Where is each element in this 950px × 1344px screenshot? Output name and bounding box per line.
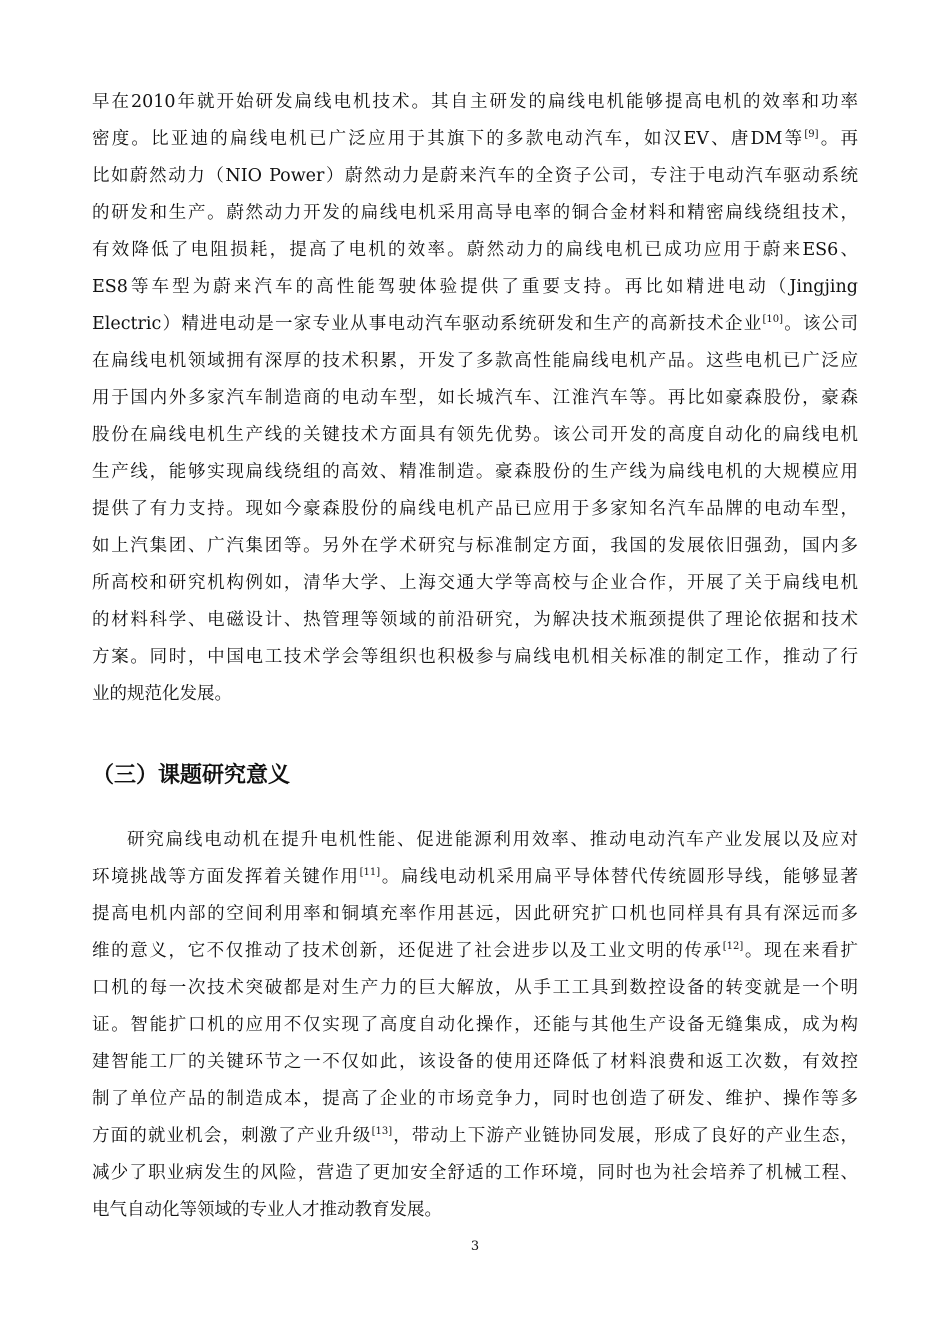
text-line: 股份在扁线电机生产线的关键技术方面具有领先优势。该公司开发的高度自动化的扁线电机 bbox=[92, 425, 858, 445]
text-line: 研究扁线电动机在提升电机性能、促进能源利用效率、推动电动汽车产业发展以及应对 bbox=[127, 830, 858, 850]
text-line: 密度。比亚迪的扁线电机已广泛应用于其旗下的多款电动汽车，如汉EV、唐DM等[9]。再 bbox=[92, 129, 858, 149]
text-line: 比如蔚然动力（NIO Power）蔚然动力是蔚来汽车的全资子公司，专注于电动汽车驱动系统 bbox=[92, 166, 858, 186]
text-line: 减少了职业病发生的风险，营造了更加安全舒适的工作环境，同时也为社会培养了机械工程、 bbox=[92, 1163, 858, 1183]
text-line: 证。智能扩口机的应用不仅实现了高度自动化操作，还能与其他生产设备无缝集成，成为构 bbox=[92, 1015, 858, 1035]
text-line: 所高校和研究机构例如，清华大学、上海交通大学等高校与企业合作，开展了关于扁线电机 bbox=[92, 573, 858, 593]
text-line: 电气自动化等领域的专业人才推动教育发展。 bbox=[92, 1200, 442, 1220]
text-line: 方案。同时，中国电工技术学会等组织也积极参与扁线电机相关标准的制定工作，推动了行 bbox=[92, 647, 858, 667]
text-line: 在扁线电机领域拥有深厚的技术积累，开发了多款高性能扁线电机产品。这些电机已广泛应 bbox=[92, 351, 858, 371]
text-line: 提高电机内部的空间利用率和铜填充率作用甚远，因此研究扩口机也同样具有具有深远而多 bbox=[92, 904, 858, 924]
text-line: 方面的就业机会，刺激了产业升级[13]，带动上下游产业链协同发展，形成了良好的产业生态， bbox=[92, 1126, 859, 1146]
text-line: 用于国内外多家汽车制造商的电动车型，如长城汽车、江淮汽车等。再比如豪森股份，豪森 bbox=[92, 388, 858, 408]
citation-ref[interactable]: [11] bbox=[359, 867, 381, 879]
text-line: 提供了有力支持。现如今豪森股份的扁线电机产品已应用于多家知名汽车品牌的电动车型， bbox=[92, 499, 858, 519]
citation-ref[interactable]: [10] bbox=[762, 314, 784, 326]
text-line: 生产线，能够实现扁线绕组的高效、精准制造。豪森股份的生产线为扁线电机的大规模应用 bbox=[92, 462, 858, 482]
text-line: 有效降低了电阻损耗，提高了电机的效率。蔚然动力的扁线电机已成功应用于蔚来ES6、 bbox=[92, 240, 858, 260]
section-heading: （三）课题研究意义 bbox=[92, 763, 291, 788]
citation-ref[interactable]: [13] bbox=[371, 1126, 393, 1138]
citation-ref[interactable]: [9] bbox=[804, 129, 819, 141]
citation-ref[interactable]: [12] bbox=[722, 941, 744, 953]
text-line: 如上汽集团、广汽集团等。另外在学术研究与标准制定方面，我国的发展依旧强劲，国内多 bbox=[92, 536, 858, 556]
text-line: 制了单位产品的制造成本，提高了企业的市场竞争力，同时也创造了研发、维护、操作等多 bbox=[92, 1089, 858, 1109]
text-line: 早在2010年就开始研发扁线电机技术。其自主研发的扁线电机能够提高电机的效率和功率 bbox=[92, 92, 858, 112]
page-number: 3 bbox=[470, 1239, 480, 1254]
text-line: 业的规范化发展。 bbox=[92, 684, 232, 704]
text-line: 环境挑战等方面发挥着关键作用[11]。扁线电动机采用扁平导体替代传统圆形导线，能够显著 bbox=[92, 867, 859, 887]
text-line: 口机的每一次技术突破都是对生产力的巨大解放，从手工工具到数控设备的转变就是一个明 bbox=[92, 978, 858, 998]
text-line: 维的意义，它不仅推动了技术创新，还促进了社会进步以及工业文明的传承[12]。现在来看扩 bbox=[92, 941, 858, 961]
text-line: 建智能工厂的关键环节之一不仅如此，该设备的使用还降低了材料浪费和返工次数，有效控 bbox=[92, 1052, 858, 1072]
text-line: 的研发和生产。蔚然动力开发的扁线电机采用高导电率的铜合金材料和精密扁线绕组技术， bbox=[92, 203, 858, 223]
text-line: ES8等车型为蔚来汽车的高性能驾驶体验提供了重要支持。再比如精进电动（Jingjing bbox=[92, 277, 858, 297]
text-line: 的材料科学、电磁设计、热管理等领域的前沿研究，为解决技术瓶颈提供了理论依据和技术 bbox=[92, 610, 858, 630]
text-line: Electric）精进电动是一家专业从事电动汽车驱动系统研发和生产的高新技术企业[10]。该公司 bbox=[92, 314, 859, 334]
